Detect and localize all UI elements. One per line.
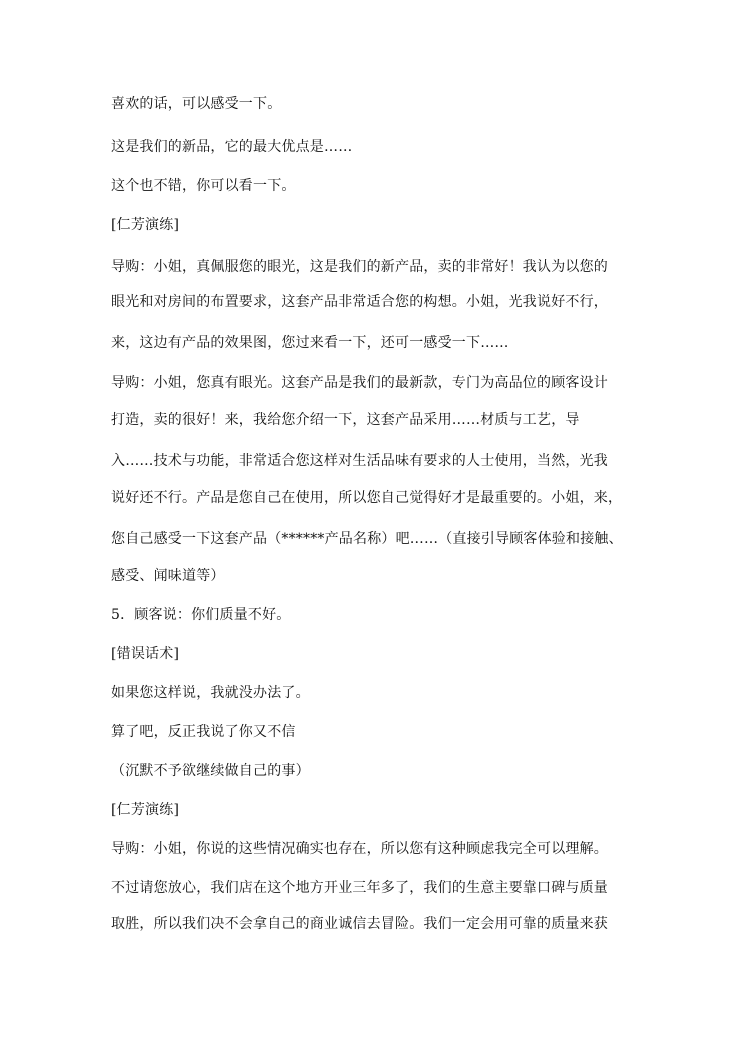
body-text-line: 入……技术与功能，非常适合您这样对生活品味有要求的人士使用，当然，光我	[111, 453, 608, 469]
body-text-line: 取胜，所以我们决不会拿自己的商业诚信去冒险。我们一定会用可靠的质量来获	[111, 916, 608, 932]
body-text-line: （沉默不予欲继续做自己的事）	[111, 763, 310, 779]
body-text-line: 来，这边有产品的效果图，您过来看一下，还可一感受一下……	[111, 335, 509, 351]
section-label: [错误话术]	[111, 646, 180, 662]
body-text-line: 如果您这样说，我就没办法了。	[111, 685, 310, 701]
body-text-line: 感受、闻味道等）	[111, 568, 225, 584]
body-text-line: 说好还不行。产品是您自己在使用，所以您自己觉得好才是最重要的。小姐，来，	[111, 490, 623, 506]
body-text-line: 眼光和对房间的布置要求，这套产品非常适合您的构想。小姐，光我说好不行，	[111, 294, 608, 310]
body-text-line: 导购：小姐，真佩服您的眼光，这是我们的新产品，卖的非常好！我认为以您的	[111, 259, 608, 275]
body-text-line: 这个也不错，你可以看一下。	[111, 178, 296, 194]
body-text-line: 导购：小姐，您真有眼光。这套产品是我们的最新款，专门为高品位的顾客设计	[111, 375, 608, 391]
body-text-line: 喜欢的话，可以感受一下。	[111, 96, 282, 112]
section-label: [仁芳演练]	[111, 802, 180, 818]
body-text-line: 这是我们的新品，它的最大优点是……	[111, 139, 353, 155]
section-label: [仁芳演练]	[111, 217, 180, 233]
body-text-line: 您自己感受一下这套产品（******产品名称）吧……（直接引导顾客体验和接触、	[111, 531, 623, 547]
body-text-line: 算了吧，反正我说了你又不信	[111, 724, 296, 740]
section-heading: 5．顾客说：你们质量不好。	[111, 607, 291, 623]
body-text-line: 导购：小姐，你说的这些情况确实也存在，所以您有这种顾虑我完全可以理解。	[111, 841, 608, 857]
body-text-line: 打造，卖的很好！来，我给您介绍一下，这套产品采用……材质与工艺，导	[111, 412, 580, 428]
body-text-line: 不过请您放心，我们店在这个地方开业三年多了，我们的生意主要靠口碑与质量	[111, 880, 608, 896]
